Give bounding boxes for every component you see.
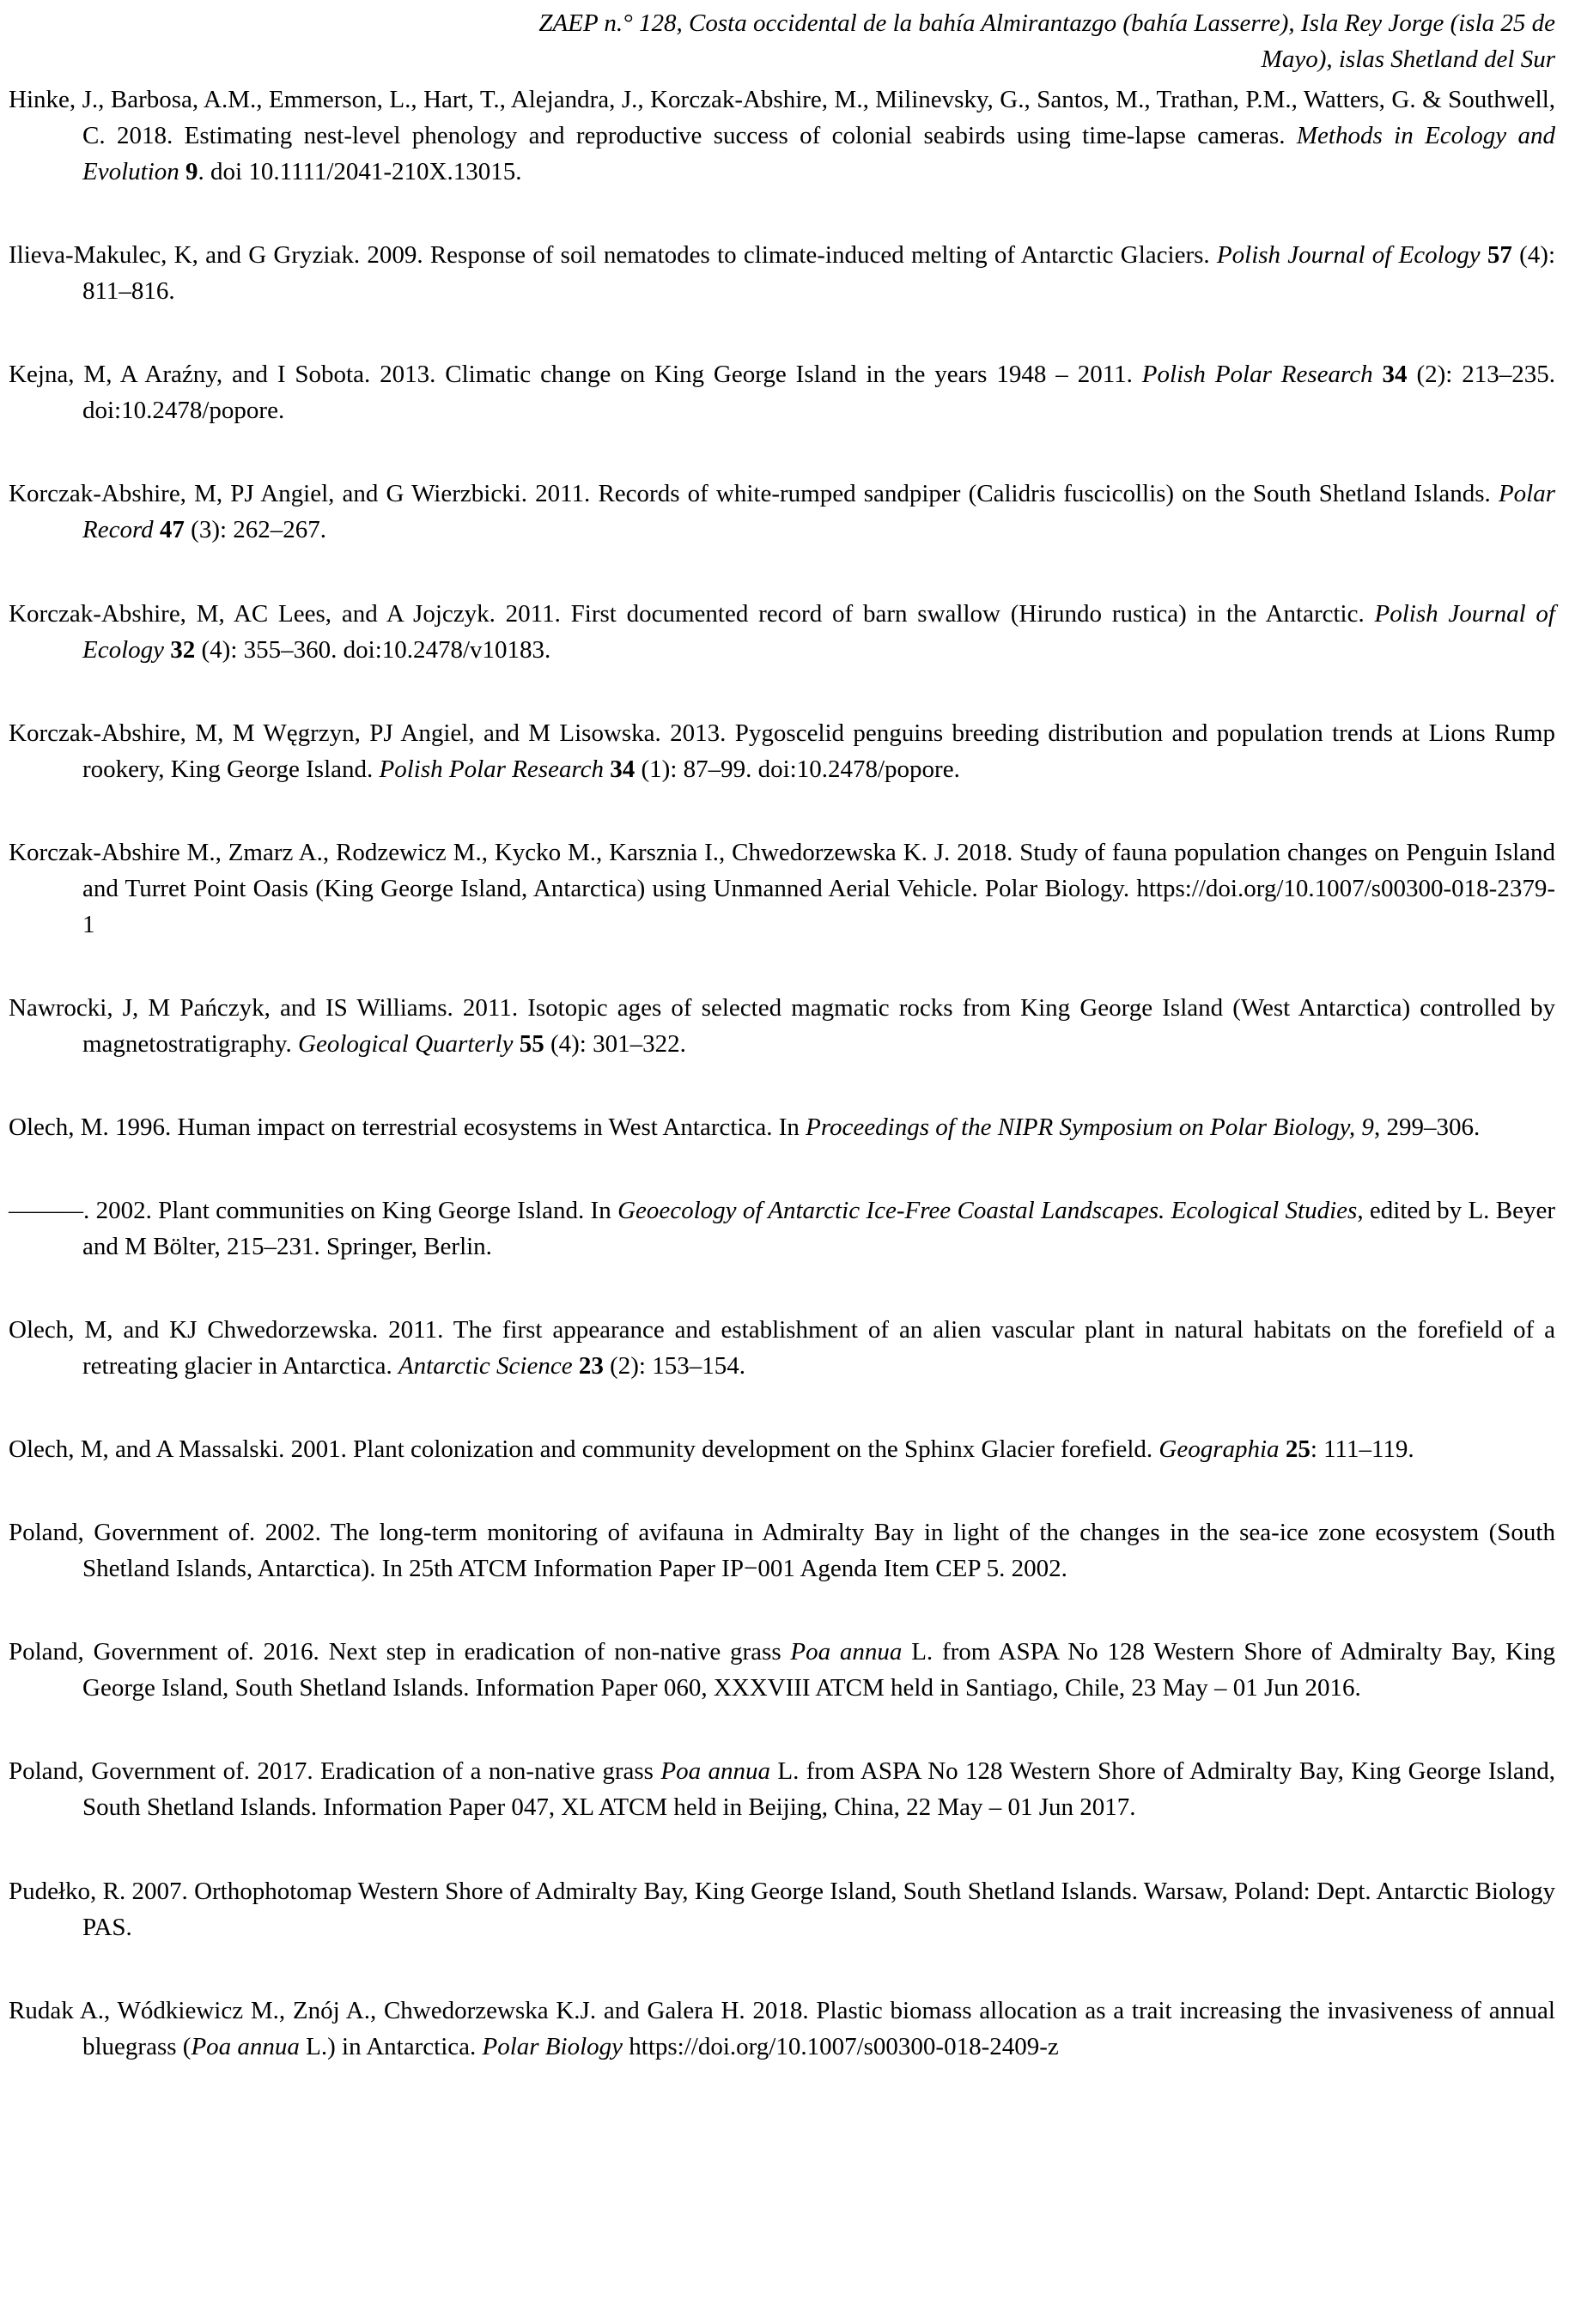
reference-text-segment: Nawrocki, J, M Pańczyk, and IS Williams. 2011. Isotopic ages of selected magmatic rocks from King George Island (West Antarctica) controlled by magnetostratigraphy. [9,993,1555,1058]
reference-text-segment: Poa annua [790,1638,903,1666]
reference-text-segment [179,158,185,185]
reference-entry [9,1753,1555,1825]
reference-text-segment: https://doi.org/10.1007/s00300-018-2409-z [623,2032,1059,2060]
reference-text-segment: L. from ASPA No 128 Western Shore of Admiralty Bay, King George Island, South Shetland Islands. Information Paper 047, XL ATCM held in Beijing, China, 22 May – 01 Jun 2017. [82,1757,1555,1822]
reference-text-segment: Polish Polar Research [1141,361,1373,389]
reference-text-segment: 55 [519,1029,544,1058]
reference-text-segment: Polar Record [82,480,1555,544]
reference-entry [9,476,1555,548]
reference-text-segment: 34 [610,755,636,783]
reference-text-segment: ———. 2002. Plant communities on King George Island. In [9,1196,618,1224]
reference-text-segment: 34 [1382,361,1408,389]
reference-text-segment: Korczak-Abshire, M, AC Lees, and A Jojczyk. 2011. First documented record of barn swallow (Hirundo rustica) in the Antarctic. [9,599,1375,628]
reference-text-segment: 57 [1487,241,1512,270]
reference-text-segment: Polish Polar Research [379,755,604,783]
reference-text-segment: (4): 301–322. [544,1029,686,1058]
reference-text-segment: Proceedings of the NIPR Symposium on Polar Biology, 9 [806,1113,1374,1141]
reference-text-segment: Polar Biology [482,2032,623,2060]
reference-text-segment [1280,1435,1286,1463]
reference-text-segment: Geographia [1159,1435,1280,1464]
reference-text-segment: L. from ASPA No 128 Western Shore of Admiralty Bay, King George Island, South Shetland Islands. Information Paper 060, XXXVIII ATCM held in Santiago, Chile, 23 May – 01 Jun 2016. [82,1638,1555,1702]
reference-text-segment: (1): 87–99. doi:10.2478/popore. [635,755,960,783]
reference-text-segment: Poa annua [191,2032,300,2060]
reference-text-segment [1481,241,1487,269]
reference-text-segment: , edited by L. Beyer and M Bölter, 215–231. Springer, Berlin. [82,1196,1556,1261]
reference-text-segment: Polish Journal of Ecology [1216,241,1481,270]
reference-text-segment [513,1030,519,1058]
reference-text-segment: (2): 213–235. doi:10.2478/popore. [82,361,1555,425]
reference-text-segment: Olech, M, and A Massalski. 2001. Plant colonization and community development on the Sphinx Glacier forefield. [9,1435,1159,1464]
reference-text-segment: : 111–119. [1310,1435,1414,1464]
reference-text-segment: 32 [170,635,196,664]
reference-entry [9,1109,1555,1145]
reference-text-segment: Korczak-Abshire, M, M Węgrzyn, PJ Angiel, and M Lisowska. 2013. Pygoscelid penguins breeding distribution and population trends at Lions Rump rookery, King George Island. [9,719,1555,783]
reference-text-segment: L.) in Antarctica. [299,2032,483,2060]
reference-entry [9,1312,1555,1384]
reference-text-segment: (4): 811–816. [82,241,1556,306]
reference-text-segment: Pudełko, R. 2007. Orthophotomap Western Shore of Admiralty Bay, King George Island, South Shetland Islands. Warsaw, Poland: Dept. Antarctic Biology PAS. [9,1877,1555,1941]
reference-text-segment [573,1352,579,1380]
reference-text-segment: (3): 262–267. [184,516,327,544]
reference-text-segment: Geological Quarterly [298,1029,514,1058]
reference-text-segment: Olech, M, and KJ Chwedorzewska. 2011. The first appearance and establishment of an alien vascular plant in natural habitats on the forefield of a retreating glacier in Antarctica. [9,1316,1555,1380]
reference-entry [9,1514,1555,1587]
document-title [9,5,1555,77]
reference-list [9,82,1555,2065]
reference-text-segment: 23 [578,1352,604,1380]
reference-text-segment: (2): 153–154. [603,1352,745,1380]
reference-text-segment: , 299–306. [1373,1113,1481,1141]
reference-text-segment [154,516,160,543]
reference-entry [9,715,1555,787]
reference-entry [9,82,1555,190]
reference-text-segment: Geoecology of Antarctic Ice-Free Coastal Landscapes. Ecological Studies [617,1196,1358,1224]
reference-text-segment: Antarctic Science [398,1352,573,1380]
reference-entry [9,237,1555,309]
reference-text-segment [1373,361,1383,388]
reference-text-segment: 9 [185,158,198,186]
reference-text-segment: Korczak-Abshire M., Zmarz A., Rodzewicz M., Kycko M., Karsznia I., Chwedorzewska K. J. 2018. Study of fauna population changes on Penguin Island and Turret Point Oasis (King George Island, Antarctica) using Unmanned Aerial Vehicle. Polar Biology. https://doi.org/10.1007/s00300-018-2379-1 [9,838,1555,938]
reference-entry [9,356,1555,428]
reference-entry [9,990,1555,1062]
reference-text-segment: Olech, M. 1996. Human impact on terrestrial ecosystems in West Antarctica. In [9,1113,806,1141]
reference-entry [9,1192,1555,1265]
reference-entry [9,1431,1555,1467]
reference-entry [9,834,1555,943]
reference-text-segment: Rudak A., Wódkiewicz M., Znój A., Chwedorzewska K.J. and Galera H. 2018. Plastic biomass allocation as a trait increasing the invasiveness of annual bluegrass ( [9,1996,1555,2060]
reference-text-segment: Poa annua [660,1757,770,1786]
reference-text-segment: Polish Journal of Ecology [82,599,1555,664]
reference-entry [9,596,1555,668]
reference-text-segment: Kejna, M, A Araźny, and I Sobota. 2013. Climatic change on King George Island in the years 1948 – 2011. [9,361,1142,389]
reference-text-segment: Hinke, J., Barbosa, A.M., Emmerson, L., Hart, T., Alejandra, J., Korczak-Abshire, M., Milinevsky, G., Santos, M., Trathan, P.M., Watters, G. & Southwell, C. 2018. Estimating nest-level phenology and reproductive success of colonial seabirds using time-lapse cameras. [9,86,1555,150]
reference-entry [9,1873,1555,1945]
reference-text-segment: 47 [159,516,185,544]
document-title-line-1: ZAEP n.° 128, Costa occidental de la bahía Almirantazgo (bahía Lasserre), Isla Rey Jorge (isla 25 de [538,9,1555,37]
reference-text-segment: Ilieva-Makulec, K, and G Gryziak. 2009. Response of soil nematodes to climate-induced melting of Antarctic Glaciers. [9,241,1217,270]
document-title-line-2: Mayo), islas Shetland del Sur [1261,46,1555,74]
reference-text-segment: 25 [1285,1435,1311,1464]
reference-text-segment: Poland, Government of. 2002. The long-term monitoring of avifauna in Admiralty Bay in light of the changes in the sea-ice zone ecosystem (South Shetland Islands, Antarctica). In 25th ATCM Information Paper IP−001 Agenda Item CEP 5. 2002. [9,1519,1555,1583]
reference-entry [9,1993,1555,2065]
reference-text-segment: Methods in Ecology and Evolution [82,122,1555,186]
reference-text-segment: . doi 10.1111/2041-210X.13015. [198,158,522,186]
reference-text-segment: Poland, Government of. 2017. Eradication of a non-native grass [9,1757,661,1786]
reference-text-segment: Korczak-Abshire, M, PJ Angiel, and G Wierzbicki. 2011. Records of white-rumped sandpiper (Calidris fuscicollis) on the South Shetland Islands. [9,480,1499,508]
reference-text-segment: (4): 355–360. doi:10.2478/v10183. [195,635,551,664]
reference-entry [9,1634,1555,1706]
reference-text-segment: Poland, Government of. 2016. Next step in eradication of non-native grass [9,1638,791,1666]
